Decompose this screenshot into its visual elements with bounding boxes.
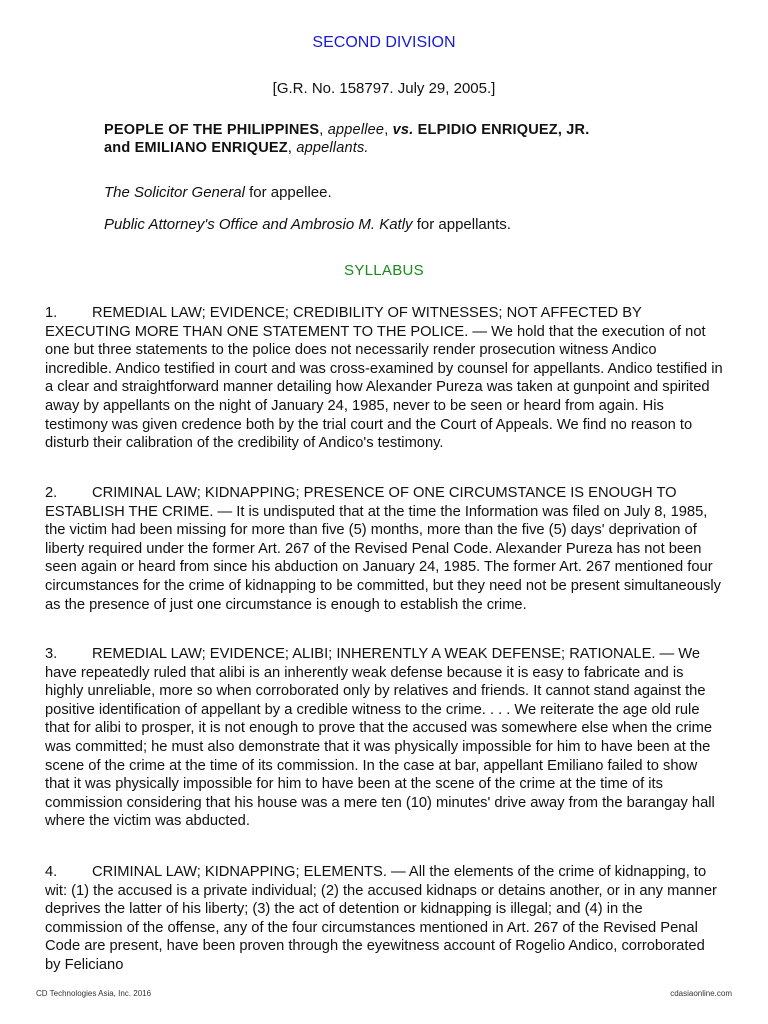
syllabus-item-text: REMEDIAL LAW; EVIDENCE; ALIBI; INHERENTLY A WEAK DEFENSE; RATIONALE. — We have repeatedly ruled that alibi is an inherently weak defense because it is easy to fabricate and is highly unreliable, more so when corroborated only by relatives and friends. It cannot stand against the positive identification of appellant by a credible witness to the crime. . . . We reiterate the age old rule that for alibi to prosper, it is not enough to prove that the accused was somewhere else when the crime was committed; he must also demonstrate that it was physically impossible for him to have been at the scene of the crime at the time of its commission. In the case at bar, appellant Emiliano failed to show that it was physically impossible for him to have been at the scene of the crime at the time of its commission considering that his house was a mere ten (10) minutes' drive away from the barangay hall where the victim was abducted. <box>45 646 715 830</box>
defendants-line2: and EMILIANO ENRIQUEZ <box>104 140 288 156</box>
syllabus-item-text: CRIMINAL LAW; KIDNAPPING; PRESENCE OF ONE CIRCUMSTANCE IS ENOUGH TO ESTABLISH THE CRIME. — It is undisputed that at the time the Information was filed on July 8, 1985, the victim had been missing for more than five (5) months, more than the five (5) days' deprivation of liberty required under the former Art. 267 of the Revised Penal Code. Alexander Pureza has not been seen again or heard from since his abduction on January 24, 1985. The former Art. 267 mentioned four circumstances for the crime of kidnapping to be committed, but they need not be present simultaneously as the presence of just one circumstance is enough to establish the crime. <box>45 485 721 613</box>
syllabus-item-number: 4. <box>45 864 58 880</box>
case-parties: PEOPLE OF THE PHILIPPINES, appellee, vs. ELPIDIO ENRIQUEZ, JR. and EMILIANO ENRIQUEZ, appellants. <box>104 122 590 156</box>
appellee-counsel: The Solicitor General <box>104 184 245 201</box>
syllabus-item-text: CRIMINAL LAW; KIDNAPPING; ELEMENTS. — All the elements of the crime of kidnapping, to wit: (1) the accused is a private individual; (2) the accused kidnaps or detains another, or in any manner deprives the latter of his liberty; (3) the act of detention or kidnapping is illegal; and (4) in the commission of the offense, any of the four circumstances mentioned in Art. 267 of the Revised Penal Code are present, have been proven through the eyewitness account of Rogelio Andico, corroborated by Feliciano <box>45 864 717 973</box>
case-number: [G.R. No. 158797. July 29, 2005.] <box>272 80 496 97</box>
syllabus-item <box>45 645 723 831</box>
syllabus-item <box>45 304 723 453</box>
plaintiff-name: PEOPLE OF THE PHILIPPINES <box>104 122 320 138</box>
appellant-suffix: for appellants. <box>416 216 511 233</box>
footer-website: cdasiaonline.com <box>670 989 732 998</box>
footer-copyright: CD Technologies Asia, Inc. 2016 <box>36 989 152 998</box>
appellee-counsel-line <box>104 184 332 201</box>
appellant-counsel-line <box>104 216 511 233</box>
defendants-role: appellants. <box>296 140 369 156</box>
syllabus-item <box>45 863 723 978</box>
syllabus-item <box>45 484 723 614</box>
syllabus-heading: SYLLABUS <box>344 262 424 279</box>
syllabus-item-number: 1. <box>45 305 58 321</box>
syllabus-item-number: 3. <box>45 646 58 662</box>
plaintiff-role: appellee <box>327 122 385 138</box>
defendants-line1: ELPIDIO ENRIQUEZ, JR. <box>417 122 590 138</box>
syllabus-item-text: REMEDIAL LAW; EVIDENCE; CREDIBILITY OF WITNESSES; NOT AFFECTED BY EXECUTING MORE THAN ONE STATEMENT TO THE POLICE. — We hold that the execution of not one but three statements to the police does not necessarily render prosecution witness Andico incredible. Andico testified in court and was cross-examined by counsel for appellants. Andico testified in a clear and straightforward manner detailing how Alexander Pureza was taken at gunpoint and spirited away by appellants on the night of January 24, 1985, never to be seen or heard from again. His testimony was given credence both by the trial court and the Court of Appeals. We find no reason to disturb their calibration of the credibility of Andico's testimony. <box>45 305 723 452</box>
division-heading: SECOND DIVISION <box>312 34 456 51</box>
appellee-suffix: for appellee. <box>249 184 332 201</box>
versus-text: vs. <box>392 122 414 138</box>
syllabus-item-number: 2. <box>45 485 58 501</box>
appellant-counsel: Public Attorney's Office and Ambrosio M. Katly <box>104 216 413 233</box>
